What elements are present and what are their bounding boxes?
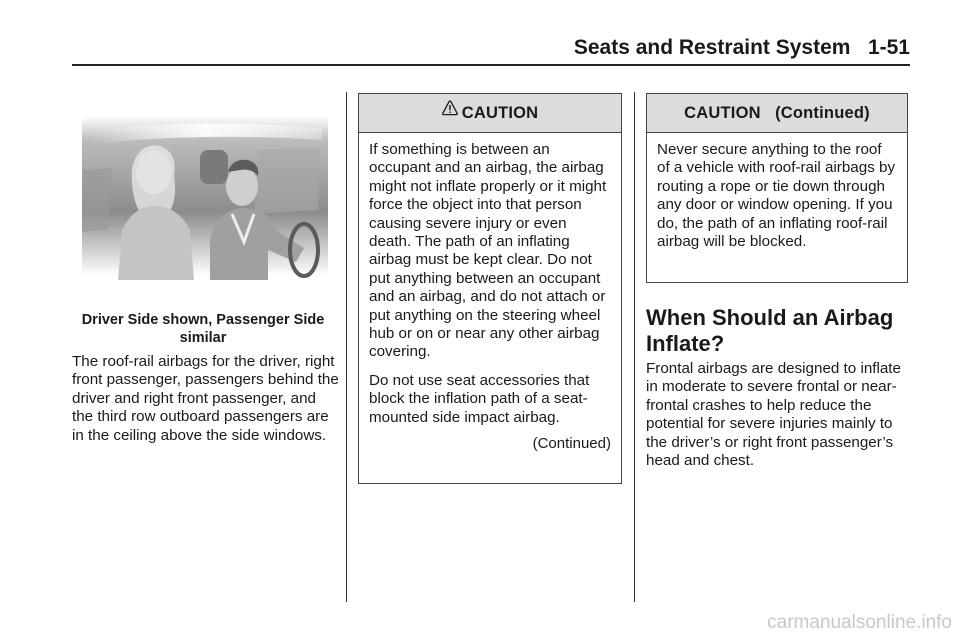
body-paragraph: The roof-rail airbags for the driver, right front passenger, passengers behind the driver and right front passenger, and the third row outboard passengers are in the ceiling above the side windows. bbox=[72, 353, 339, 444]
page-header-title: Seats and Restraint System 1-51 bbox=[573, 36, 910, 59]
caution-paragraph: If something is between an occupant and an airbag, the airbag might not inflate properly or it might force the object into that person causing severe injury or even death. The path of an inflating airbag must be kept clear. Do not put anything between an occupant and an airbag, and do not attach or put anything on the steering wheel hub or on or near any other airbag covering. bbox=[369, 141, 607, 361]
column-divider-left bbox=[346, 92, 347, 602]
section-heading: When Should an Airbag Inflate? bbox=[646, 305, 894, 356]
column-divider-right bbox=[634, 92, 635, 602]
figure-caption: Driver Side shown, Passenger Side similar bbox=[81, 312, 325, 346]
caution-header bbox=[359, 94, 621, 133]
caution-continued-title: CAUTION (Continued) bbox=[684, 103, 870, 122]
caution-continued-paragraph: Never secure anything to the roof of a vehicle with roof-rail airbags by routing a rope or tie down through any door or window opening. If you do, the path of an inflating roof-rail airbag will be blocked. bbox=[657, 141, 896, 251]
continued-label: (Continued) bbox=[532, 435, 611, 453]
caution-continued-header bbox=[647, 94, 907, 133]
caution-continued-box bbox=[646, 93, 908, 283]
caution-paragraph: Do not use seat accessories that block the inflation path of a seat-mounted side impact airbag. bbox=[369, 371, 590, 426]
caution-title: CAUTION bbox=[461, 103, 539, 122]
section-paragraph: Frontal airbags are designed to inflate in moderate to severe frontal or near-frontal crashes to help reduce the potential for severe injuries mainly to the driver’s or right front passenger’s head and chest. bbox=[646, 360, 901, 470]
warning-icon bbox=[442, 100, 458, 121]
caution-box bbox=[358, 93, 622, 484]
watermark: carmanualsonline.info bbox=[767, 612, 952, 633]
airbag-illustration bbox=[82, 110, 328, 288]
header-rule bbox=[72, 64, 910, 66]
